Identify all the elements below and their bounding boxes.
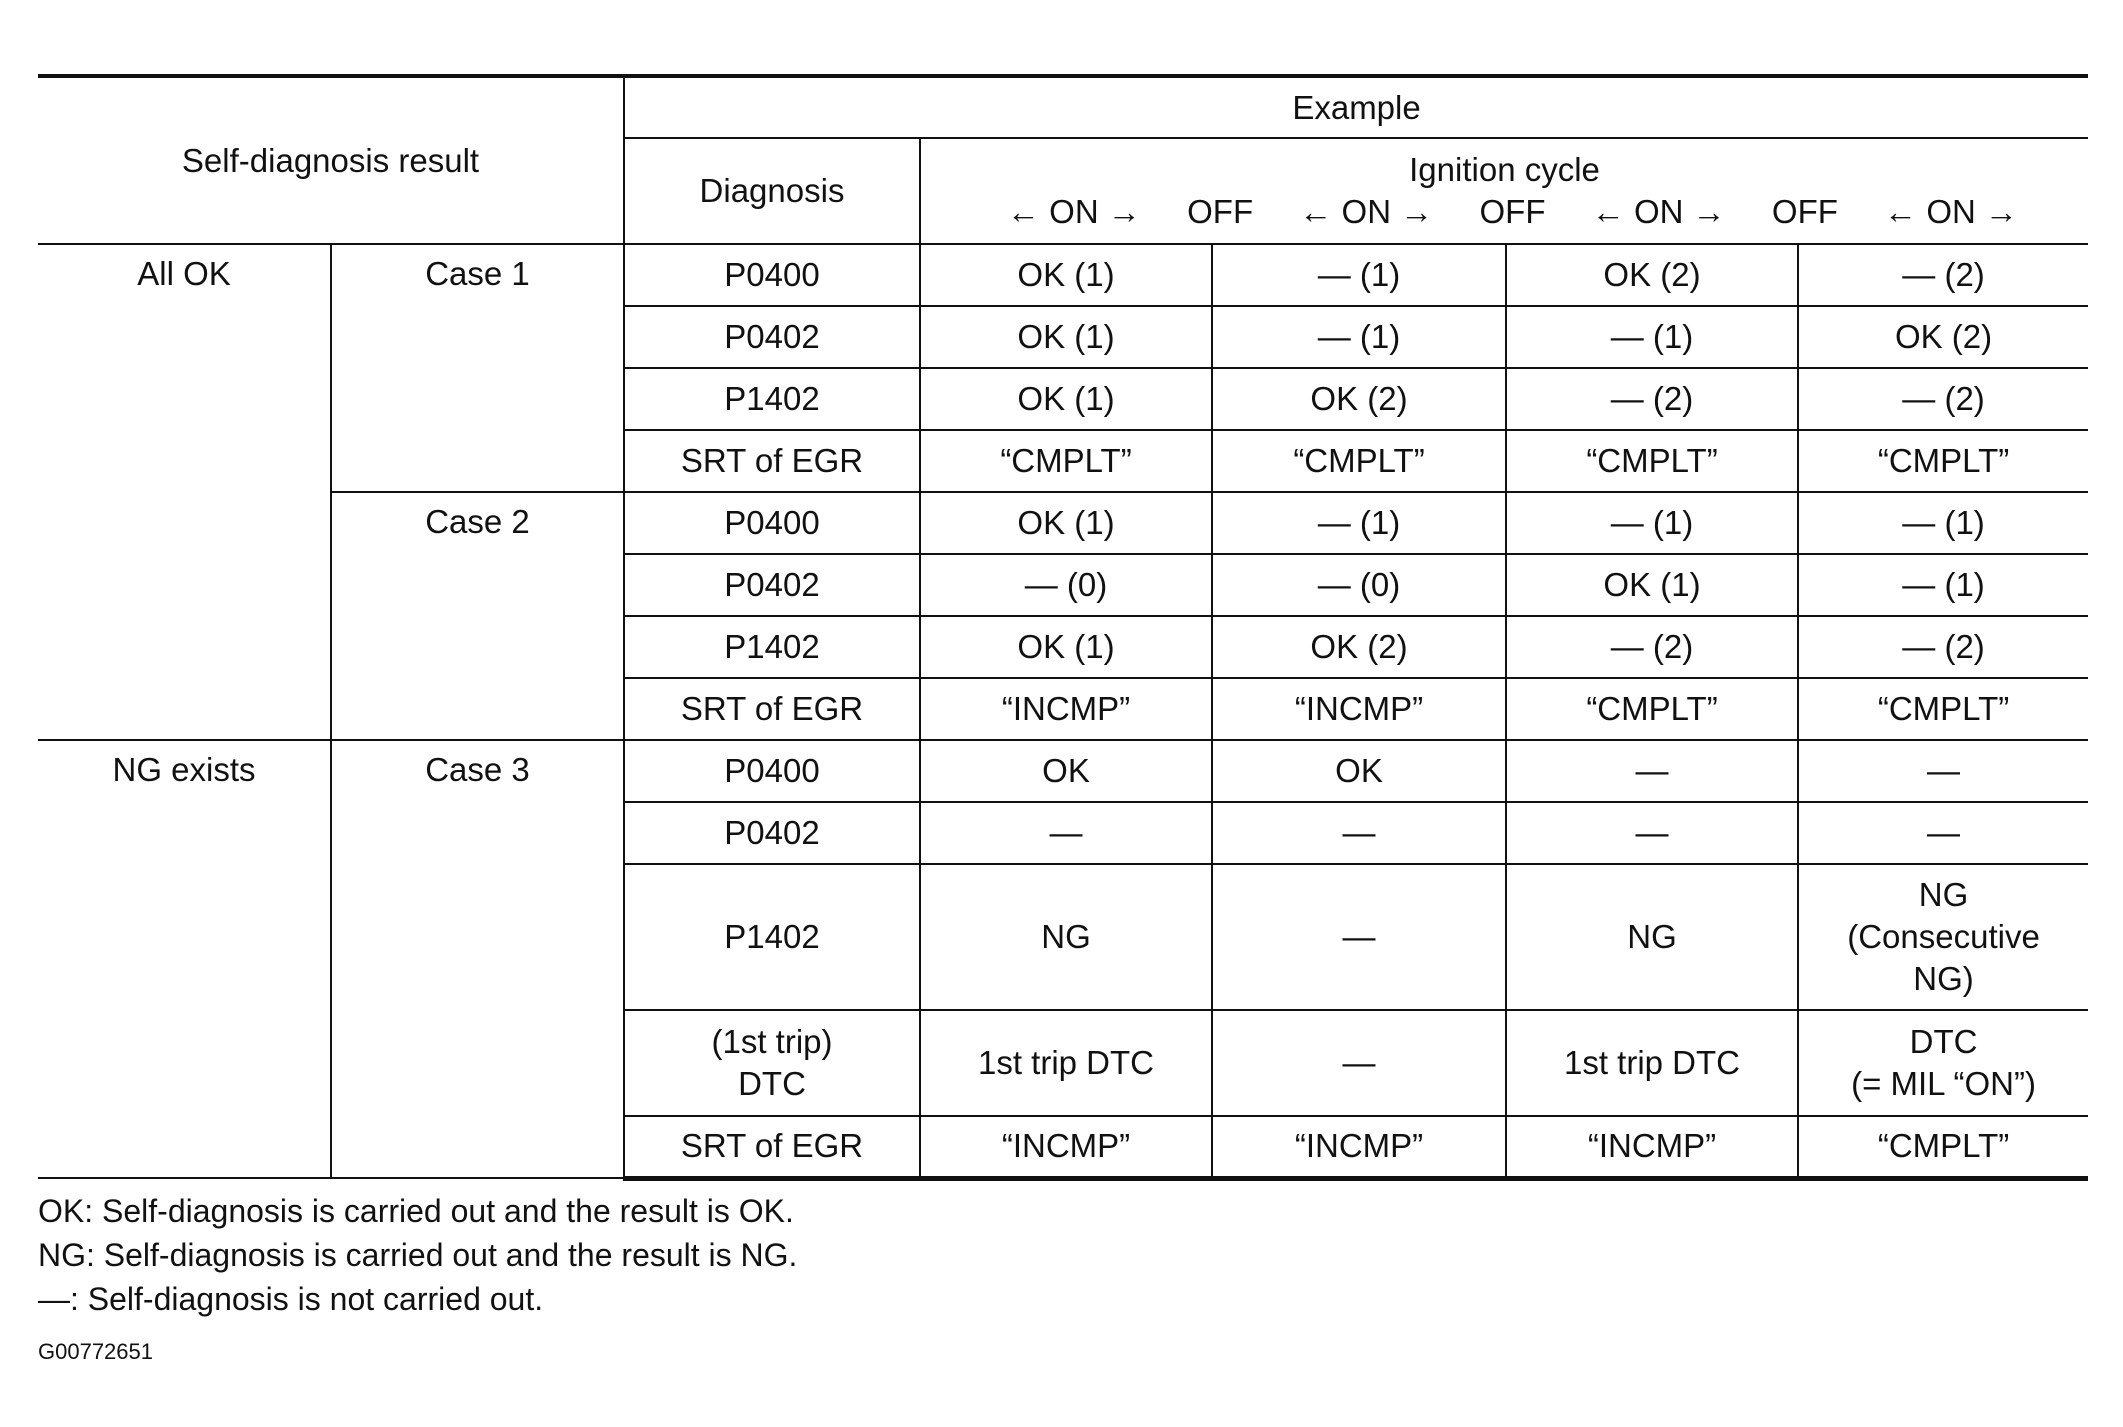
case-cell: Case 2 (331, 492, 624, 740)
cycle-value-cell: “INCMP” (1506, 1116, 1798, 1178)
diagnosis-header: Diagnosis (624, 138, 920, 244)
legend-note: OK: Self-diagnosis is carried out and the result is OK. (38, 1192, 794, 1229)
table-row (38, 492, 2088, 554)
ignition-cycle-header (920, 138, 2088, 244)
cycle-value-cell: “CMPLT” (1212, 430, 1506, 492)
cycle-value-cell: NG (1506, 864, 1798, 1010)
cycle-value-cell: — (1) (1798, 554, 2088, 616)
cycle-value-cell: — (2) (1798, 244, 2088, 306)
cycle-value-cell: — (1) (1212, 306, 1506, 368)
cycle-value-cell: DTC (= MIL “ON”) (1798, 1010, 2088, 1116)
legend-note: NG: Self-diagnosis is carried out and the result is NG. (38, 1236, 798, 1273)
diagnosis-cell: P0402 (624, 554, 920, 616)
cycle-value-cell: OK (920, 740, 1212, 802)
cycle-value-cell: OK (1) (920, 244, 1212, 306)
cycle-value-cell: OK (1) (920, 616, 1212, 678)
cycle-value-cell: — (1506, 802, 1798, 864)
cycle-value-cell: — (1798, 802, 2088, 864)
cycle-value-cell: — (2) (1506, 368, 1798, 430)
cycle-value-cell: “CMPLT” (920, 430, 1212, 492)
case-cell: Case 1 (331, 244, 624, 492)
cycle-value-cell: — (1) (1212, 492, 1506, 554)
case-cell: Case 3 (331, 740, 624, 1178)
cycle-value-cell: — (1) (1506, 306, 1798, 368)
ignition-cycle-label: Ignition cycle (1409, 151, 1600, 188)
diagnosis-cell: SRT of EGR (624, 430, 920, 492)
result-cell: NG exists (38, 740, 331, 1178)
diagnosis-cell: P0402 (624, 802, 920, 864)
cycle-value-cell: “CMPLT” (1798, 1116, 2088, 1178)
diagnosis-cell: P0402 (624, 306, 920, 368)
cycle-value-cell: OK (2) (1798, 306, 2088, 368)
ignition-cycle-step: ← ON → (1007, 193, 1141, 230)
cycle-value-cell: OK (1) (1506, 554, 1798, 616)
cycle-value-cell: “INCMP” (1212, 1116, 1506, 1178)
self-diagnosis-result-header: Self-diagnosis result (38, 76, 624, 244)
ignition-cycle-step: ← ON → (1591, 193, 1726, 230)
cycle-value-cell: — (1212, 802, 1506, 864)
cycle-value-cell: — (1) (1212, 244, 1506, 306)
cycle-value-cell: — (1798, 740, 2088, 802)
legend-notes (38, 1189, 2088, 1321)
cycle-value-cell: — (2) (1798, 616, 2088, 678)
diagnosis-cell: P0400 (624, 492, 920, 554)
diagnosis-cell: P1402 (624, 864, 920, 1010)
cycle-value-cell: “CMPLT” (1506, 430, 1798, 492)
table-body (38, 244, 2088, 1178)
cycle-value-cell: OK (2) (1212, 368, 1506, 430)
cycle-value-cell: — (1) (1798, 492, 2088, 554)
diagnosis-cell: P1402 (624, 368, 920, 430)
self-diagnosis-table (38, 74, 2088, 1181)
ignition-cycle-step: ← ON → (1884, 193, 2019, 230)
cycle-value-cell: OK (1212, 740, 1506, 802)
cycle-value-cell: — (1506, 740, 1798, 802)
diagnosis-cell: P0400 (624, 740, 920, 802)
diagnosis-cell: (1st trip) DTC (624, 1010, 920, 1116)
cycle-value-cell: OK (1) (920, 492, 1212, 554)
table-row (38, 740, 2088, 802)
ignition-cycle-step: OFF (1479, 193, 1546, 230)
result-cell: All OK (38, 244, 331, 740)
diagnosis-cell: P1402 (624, 616, 920, 678)
ignition-cycle-step: ← ON → (1299, 193, 1434, 230)
ignition-cycle-step: OFF (1187, 193, 1254, 230)
diagnosis-cell: P0400 (624, 244, 920, 306)
cycle-value-cell: OK (1) (920, 306, 1212, 368)
cycle-value-cell: NG (Consecutive NG) (1798, 864, 2088, 1010)
legend-note: —: Self-diagnosis is not carried out. (38, 1280, 544, 1317)
diagnosis-cell: SRT of EGR (624, 1116, 920, 1178)
cycle-value-cell: — (0) (920, 554, 1212, 616)
table-row (38, 244, 2088, 306)
cycle-value-cell: OK (2) (1506, 244, 1798, 306)
ignition-cycle-step: OFF (1771, 193, 1838, 230)
cycle-value-cell: — (1212, 864, 1506, 1010)
cycle-value-cell: — (2) (1506, 616, 1798, 678)
cycle-value-cell: “CMPLT” (1798, 678, 2088, 740)
document (38, 74, 2088, 1365)
cycle-value-cell: “INCMP” (920, 678, 1212, 740)
cycle-value-cell: — (1) (1506, 492, 1798, 554)
cycle-value-cell: NG (920, 864, 1212, 1010)
cycle-value-cell: “INCMP” (920, 1116, 1212, 1178)
figure-id: G00772651 (38, 1338, 153, 1364)
cycle-value-cell: OK (1) (920, 368, 1212, 430)
cycle-value-cell: 1st trip DTC (1506, 1010, 1798, 1116)
cycle-value-cell: — (920, 802, 1212, 864)
cycle-value-cell: “CMPLT” (1506, 678, 1798, 740)
cycle-value-cell: 1st trip DTC (920, 1010, 1212, 1116)
cycle-value-cell: — (1212, 1010, 1506, 1116)
cycle-value-cell: — (2) (1798, 368, 2088, 430)
example-header: Example (624, 76, 2088, 138)
cycle-value-cell: OK (2) (1212, 616, 1506, 678)
cycle-value-cell: “CMPLT” (1798, 430, 2088, 492)
cycle-value-cell: — (0) (1212, 554, 1506, 616)
cycle-value-cell: “INCMP” (1212, 678, 1506, 740)
ignition-cycle-sequence (927, 191, 2082, 233)
diagnosis-cell: SRT of EGR (624, 678, 920, 740)
